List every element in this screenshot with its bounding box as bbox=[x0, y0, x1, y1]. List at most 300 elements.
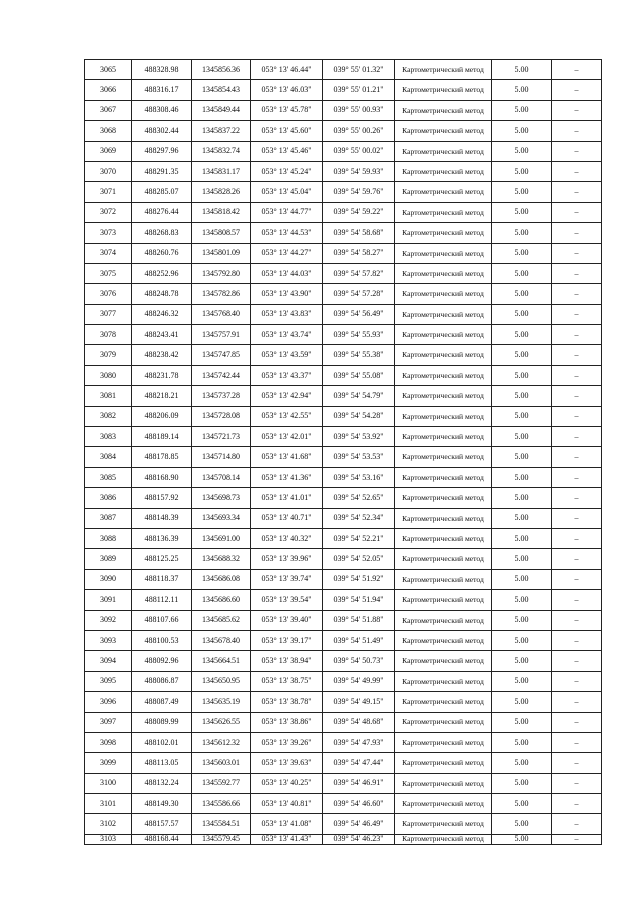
longitude-cell: 039° 54' 52.21" bbox=[323, 528, 395, 548]
method-cell: Картометрический метод bbox=[395, 284, 492, 304]
longitude-cell: 039° 54' 51.92" bbox=[323, 569, 395, 589]
note-cell: – bbox=[552, 528, 602, 548]
latitude-cell: 053° 13' 38.75" bbox=[251, 671, 323, 691]
longitude-cell: 039° 54' 46.49" bbox=[323, 814, 395, 834]
table-row bbox=[85, 386, 602, 406]
note-cell: – bbox=[552, 712, 602, 732]
coord-x-cell: 488189.14 bbox=[132, 427, 192, 447]
precision-cell: 5.00 bbox=[492, 161, 552, 181]
precision-cell: 5.00 bbox=[492, 549, 552, 569]
point-number-cell: 3068 bbox=[85, 121, 132, 141]
latitude-cell: 053° 13' 41.36" bbox=[251, 467, 323, 487]
coord-x-cell: 488218.21 bbox=[132, 386, 192, 406]
coord-y-cell: 1345768.40 bbox=[192, 304, 251, 324]
note-cell: – bbox=[552, 161, 602, 181]
point-number-cell: 3097 bbox=[85, 712, 132, 732]
coord-x-cell: 488268.83 bbox=[132, 223, 192, 243]
note-cell: – bbox=[552, 569, 602, 589]
longitude-cell: 039° 54' 54.28" bbox=[323, 406, 395, 426]
method-cell: Картометрический метод bbox=[395, 467, 492, 487]
note-cell: – bbox=[552, 100, 602, 120]
latitude-cell: 053° 13' 42.55" bbox=[251, 406, 323, 426]
longitude-cell: 039° 54' 55.93" bbox=[323, 325, 395, 345]
coord-y-cell: 1345728.08 bbox=[192, 406, 251, 426]
point-number-cell: 3067 bbox=[85, 100, 132, 120]
precision-cell: 5.00 bbox=[492, 263, 552, 283]
method-cell: Картометрический метод bbox=[395, 590, 492, 610]
coord-y-cell: 1345708.14 bbox=[192, 467, 251, 487]
coord-x-cell: 488252.96 bbox=[132, 263, 192, 283]
precision-cell: 5.00 bbox=[492, 508, 552, 528]
table-row bbox=[85, 651, 602, 671]
precision-cell: 5.00 bbox=[492, 386, 552, 406]
longitude-cell: 039° 54' 46.23" bbox=[323, 834, 395, 844]
table-row bbox=[85, 243, 602, 263]
precision-cell: 5.00 bbox=[492, 528, 552, 548]
table-row bbox=[85, 365, 602, 385]
note-cell: – bbox=[552, 549, 602, 569]
method-cell: Картометрический метод bbox=[395, 365, 492, 385]
table-row bbox=[85, 488, 602, 508]
latitude-cell: 053° 13' 42.94" bbox=[251, 386, 323, 406]
longitude-cell: 039° 55' 01.21" bbox=[323, 80, 395, 100]
latitude-cell: 053° 13' 41.01" bbox=[251, 488, 323, 508]
table-row bbox=[85, 182, 602, 202]
precision-cell: 5.00 bbox=[492, 753, 552, 773]
coord-y-cell: 1345579.45 bbox=[192, 834, 251, 844]
table-row bbox=[85, 263, 602, 283]
point-number-cell: 3074 bbox=[85, 243, 132, 263]
precision-cell: 5.00 bbox=[492, 100, 552, 120]
coord-y-cell: 1345818.42 bbox=[192, 202, 251, 222]
coord-x-cell: 488087.49 bbox=[132, 692, 192, 712]
coordinates-table bbox=[84, 59, 602, 845]
point-number-cell: 3065 bbox=[85, 60, 132, 80]
point-number-cell: 3100 bbox=[85, 773, 132, 793]
longitude-cell: 039° 55' 00.02" bbox=[323, 141, 395, 161]
latitude-cell: 053° 13' 45.78" bbox=[251, 100, 323, 120]
point-number-cell: 3102 bbox=[85, 814, 132, 834]
longitude-cell: 039° 54' 57.28" bbox=[323, 284, 395, 304]
coord-y-cell: 1345849.44 bbox=[192, 100, 251, 120]
point-number-cell: 3099 bbox=[85, 753, 132, 773]
point-number-cell: 3096 bbox=[85, 692, 132, 712]
point-number-cell: 3093 bbox=[85, 630, 132, 650]
method-cell: Картометрический метод bbox=[395, 753, 492, 773]
note-cell: – bbox=[552, 243, 602, 263]
coord-y-cell: 1345808.57 bbox=[192, 223, 251, 243]
coord-y-cell: 1345742.44 bbox=[192, 365, 251, 385]
coord-y-cell: 1345678.40 bbox=[192, 630, 251, 650]
note-cell: – bbox=[552, 447, 602, 467]
latitude-cell: 053° 13' 39.74" bbox=[251, 569, 323, 589]
precision-cell: 5.00 bbox=[492, 427, 552, 447]
precision-cell: 5.00 bbox=[492, 671, 552, 691]
latitude-cell: 053° 13' 39.17" bbox=[251, 630, 323, 650]
precision-cell: 5.00 bbox=[492, 182, 552, 202]
method-cell: Картометрический метод bbox=[395, 141, 492, 161]
method-cell: Картометрический метод bbox=[395, 732, 492, 752]
coordinates-table-page bbox=[84, 59, 601, 845]
latitude-cell: 053° 13' 43.59" bbox=[251, 345, 323, 365]
coord-x-cell: 488089.99 bbox=[132, 712, 192, 732]
longitude-cell: 039° 54' 53.16" bbox=[323, 467, 395, 487]
coord-x-cell: 488260.76 bbox=[132, 243, 192, 263]
longitude-cell: 039° 55' 01.32" bbox=[323, 60, 395, 80]
coord-x-cell: 488148.39 bbox=[132, 508, 192, 528]
precision-cell: 5.00 bbox=[492, 121, 552, 141]
longitude-cell: 039° 55' 00.93" bbox=[323, 100, 395, 120]
coord-x-cell: 488238.42 bbox=[132, 345, 192, 365]
note-cell: – bbox=[552, 794, 602, 814]
table-row bbox=[85, 467, 602, 487]
point-number-cell: 3085 bbox=[85, 467, 132, 487]
coord-x-cell: 488157.57 bbox=[132, 814, 192, 834]
coord-y-cell: 1345612.32 bbox=[192, 732, 251, 752]
note-cell: – bbox=[552, 692, 602, 712]
table-row bbox=[85, 141, 602, 161]
precision-cell: 5.00 bbox=[492, 590, 552, 610]
precision-cell: 5.00 bbox=[492, 223, 552, 243]
coord-x-cell: 488246.32 bbox=[132, 304, 192, 324]
table-row bbox=[85, 732, 602, 752]
longitude-cell: 039° 55' 00.26" bbox=[323, 121, 395, 141]
coord-y-cell: 1345854.43 bbox=[192, 80, 251, 100]
method-cell: Картометрический метод bbox=[395, 325, 492, 345]
coord-y-cell: 1345693.34 bbox=[192, 508, 251, 528]
latitude-cell: 053° 13' 38.78" bbox=[251, 692, 323, 712]
longitude-cell: 039° 54' 51.88" bbox=[323, 610, 395, 630]
table-row bbox=[85, 447, 602, 467]
longitude-cell: 039° 54' 58.68" bbox=[323, 223, 395, 243]
coord-y-cell: 1345586.66 bbox=[192, 794, 251, 814]
coord-x-cell: 488112.11 bbox=[132, 590, 192, 610]
point-number-cell: 3103 bbox=[85, 834, 132, 844]
coord-x-cell: 488248.78 bbox=[132, 284, 192, 304]
coord-x-cell: 488149.30 bbox=[132, 794, 192, 814]
longitude-cell: 039° 54' 51.94" bbox=[323, 590, 395, 610]
coord-y-cell: 1345698.73 bbox=[192, 488, 251, 508]
table-row bbox=[85, 202, 602, 222]
precision-cell: 5.00 bbox=[492, 80, 552, 100]
point-number-cell: 3082 bbox=[85, 406, 132, 426]
note-cell: – bbox=[552, 365, 602, 385]
longitude-cell: 039° 54' 50.73" bbox=[323, 651, 395, 671]
longitude-cell: 039° 54' 52.34" bbox=[323, 508, 395, 528]
point-number-cell: 3101 bbox=[85, 794, 132, 814]
longitude-cell: 039° 54' 48.68" bbox=[323, 712, 395, 732]
coord-y-cell: 1345685.62 bbox=[192, 610, 251, 630]
latitude-cell: 053° 13' 42.01" bbox=[251, 427, 323, 447]
point-number-cell: 3098 bbox=[85, 732, 132, 752]
latitude-cell: 053° 13' 41.43" bbox=[251, 834, 323, 844]
coord-y-cell: 1345832.74 bbox=[192, 141, 251, 161]
note-cell: – bbox=[552, 814, 602, 834]
longitude-cell: 039° 54' 55.38" bbox=[323, 345, 395, 365]
longitude-cell: 039° 54' 55.08" bbox=[323, 365, 395, 385]
table-row bbox=[85, 60, 602, 80]
precision-cell: 5.00 bbox=[492, 692, 552, 712]
coord-y-cell: 1345686.08 bbox=[192, 569, 251, 589]
coord-y-cell: 1345626.55 bbox=[192, 712, 251, 732]
note-cell: – bbox=[552, 325, 602, 345]
coord-x-cell: 488132.24 bbox=[132, 773, 192, 793]
latitude-cell: 053° 13' 46.44" bbox=[251, 60, 323, 80]
latitude-cell: 053° 13' 40.25" bbox=[251, 773, 323, 793]
note-cell: – bbox=[552, 467, 602, 487]
point-number-cell: 3088 bbox=[85, 528, 132, 548]
point-number-cell: 3092 bbox=[85, 610, 132, 630]
note-cell: – bbox=[552, 223, 602, 243]
note-cell: – bbox=[552, 406, 602, 426]
table-row bbox=[85, 590, 602, 610]
note-cell: – bbox=[552, 834, 602, 844]
latitude-cell: 053° 13' 40.71" bbox=[251, 508, 323, 528]
note-cell: – bbox=[552, 610, 602, 630]
coord-x-cell: 488297.96 bbox=[132, 141, 192, 161]
precision-cell: 5.00 bbox=[492, 630, 552, 650]
note-cell: – bbox=[552, 304, 602, 324]
method-cell: Картометрический метод bbox=[395, 60, 492, 80]
coord-y-cell: 1345837.22 bbox=[192, 121, 251, 141]
precision-cell: 5.00 bbox=[492, 467, 552, 487]
table-row bbox=[85, 569, 602, 589]
table-row bbox=[85, 345, 602, 365]
coord-x-cell: 488168.90 bbox=[132, 467, 192, 487]
note-cell: – bbox=[552, 732, 602, 752]
precision-cell: 5.00 bbox=[492, 243, 552, 263]
table-row bbox=[85, 671, 602, 691]
method-cell: Картометрический метод bbox=[395, 121, 492, 141]
latitude-cell: 053° 13' 44.77" bbox=[251, 202, 323, 222]
precision-cell: 5.00 bbox=[492, 365, 552, 385]
method-cell: Картометрический метод bbox=[395, 569, 492, 589]
precision-cell: 5.00 bbox=[492, 488, 552, 508]
point-number-cell: 3070 bbox=[85, 161, 132, 181]
coord-y-cell: 1345828.26 bbox=[192, 182, 251, 202]
method-cell: Картометрический метод bbox=[395, 263, 492, 283]
coord-x-cell: 488107.66 bbox=[132, 610, 192, 630]
point-number-cell: 3069 bbox=[85, 141, 132, 161]
latitude-cell: 053° 13' 45.46" bbox=[251, 141, 323, 161]
point-number-cell: 3066 bbox=[85, 80, 132, 100]
point-number-cell: 3073 bbox=[85, 223, 132, 243]
coord-y-cell: 1345686.60 bbox=[192, 590, 251, 610]
latitude-cell: 053° 13' 38.86" bbox=[251, 712, 323, 732]
coord-y-cell: 1345688.32 bbox=[192, 549, 251, 569]
table-row bbox=[85, 834, 602, 844]
method-cell: Картометрический метод bbox=[395, 549, 492, 569]
method-cell: Картометрический метод bbox=[395, 671, 492, 691]
method-cell: Картометрический метод bbox=[395, 447, 492, 467]
point-number-cell: 3095 bbox=[85, 671, 132, 691]
longitude-cell: 039° 54' 59.93" bbox=[323, 161, 395, 181]
point-number-cell: 3076 bbox=[85, 284, 132, 304]
table-row bbox=[85, 100, 602, 120]
coord-x-cell: 488168.44 bbox=[132, 834, 192, 844]
coord-y-cell: 1345584.51 bbox=[192, 814, 251, 834]
point-number-cell: 3080 bbox=[85, 365, 132, 385]
coord-y-cell: 1345721.73 bbox=[192, 427, 251, 447]
coord-x-cell: 488092.96 bbox=[132, 651, 192, 671]
method-cell: Картометрический метод bbox=[395, 345, 492, 365]
precision-cell: 5.00 bbox=[492, 304, 552, 324]
table-row bbox=[85, 406, 602, 426]
note-cell: – bbox=[552, 753, 602, 773]
method-cell: Картометрический метод bbox=[395, 651, 492, 671]
coord-x-cell: 488157.92 bbox=[132, 488, 192, 508]
method-cell: Картометрический метод bbox=[395, 182, 492, 202]
precision-cell: 5.00 bbox=[492, 732, 552, 752]
longitude-cell: 039° 54' 59.22" bbox=[323, 202, 395, 222]
latitude-cell: 053° 13' 39.40" bbox=[251, 610, 323, 630]
point-number-cell: 3079 bbox=[85, 345, 132, 365]
longitude-cell: 039° 54' 58.27" bbox=[323, 243, 395, 263]
table-row bbox=[85, 794, 602, 814]
coord-x-cell: 488285.07 bbox=[132, 182, 192, 202]
coord-x-cell: 488243.41 bbox=[132, 325, 192, 345]
latitude-cell: 053° 13' 39.54" bbox=[251, 590, 323, 610]
coord-y-cell: 1345691.00 bbox=[192, 528, 251, 548]
table-row bbox=[85, 549, 602, 569]
precision-cell: 5.00 bbox=[492, 773, 552, 793]
point-number-cell: 3077 bbox=[85, 304, 132, 324]
table-row bbox=[85, 80, 602, 100]
precision-cell: 5.00 bbox=[492, 60, 552, 80]
table-row bbox=[85, 284, 602, 304]
table-row bbox=[85, 121, 602, 141]
note-cell: – bbox=[552, 488, 602, 508]
note-cell: – bbox=[552, 182, 602, 202]
table-row bbox=[85, 508, 602, 528]
table-row bbox=[85, 610, 602, 630]
precision-cell: 5.00 bbox=[492, 406, 552, 426]
latitude-cell: 053° 13' 39.26" bbox=[251, 732, 323, 752]
coord-y-cell: 1345792.80 bbox=[192, 263, 251, 283]
longitude-cell: 039° 54' 49.99" bbox=[323, 671, 395, 691]
coord-y-cell: 1345737.28 bbox=[192, 386, 251, 406]
note-cell: – bbox=[552, 263, 602, 283]
latitude-cell: 053° 13' 46.03" bbox=[251, 80, 323, 100]
longitude-cell: 039° 54' 49.15" bbox=[323, 692, 395, 712]
longitude-cell: 039° 54' 52.65" bbox=[323, 488, 395, 508]
precision-cell: 5.00 bbox=[492, 325, 552, 345]
coord-x-cell: 488113.05 bbox=[132, 753, 192, 773]
longitude-cell: 039° 54' 54.79" bbox=[323, 386, 395, 406]
longitude-cell: 039° 54' 51.49" bbox=[323, 630, 395, 650]
method-cell: Картометрический метод bbox=[395, 161, 492, 181]
precision-cell: 5.00 bbox=[492, 814, 552, 834]
longitude-cell: 039° 54' 57.82" bbox=[323, 263, 395, 283]
latitude-cell: 053° 13' 44.53" bbox=[251, 223, 323, 243]
latitude-cell: 053° 13' 44.03" bbox=[251, 263, 323, 283]
method-cell: Картометрический метод bbox=[395, 610, 492, 630]
precision-cell: 5.00 bbox=[492, 610, 552, 630]
longitude-cell: 039° 54' 47.93" bbox=[323, 732, 395, 752]
coord-x-cell: 488118.37 bbox=[132, 569, 192, 589]
coord-x-cell: 488276.44 bbox=[132, 202, 192, 222]
note-cell: – bbox=[552, 508, 602, 528]
point-number-cell: 3083 bbox=[85, 427, 132, 447]
latitude-cell: 053° 13' 43.37" bbox=[251, 365, 323, 385]
method-cell: Картометрический метод bbox=[395, 386, 492, 406]
latitude-cell: 053° 13' 39.63" bbox=[251, 753, 323, 773]
note-cell: – bbox=[552, 773, 602, 793]
table-row bbox=[85, 773, 602, 793]
coord-y-cell: 1345714.80 bbox=[192, 447, 251, 467]
coord-x-cell: 488316.17 bbox=[132, 80, 192, 100]
table-row bbox=[85, 692, 602, 712]
point-number-cell: 3087 bbox=[85, 508, 132, 528]
longitude-cell: 039° 54' 53.53" bbox=[323, 447, 395, 467]
table-row bbox=[85, 712, 602, 732]
point-number-cell: 3072 bbox=[85, 202, 132, 222]
coord-x-cell: 488178.85 bbox=[132, 447, 192, 467]
coord-x-cell: 488125.25 bbox=[132, 549, 192, 569]
coord-y-cell: 1345747.85 bbox=[192, 345, 251, 365]
coord-y-cell: 1345650.95 bbox=[192, 671, 251, 691]
precision-cell: 5.00 bbox=[492, 345, 552, 365]
precision-cell: 5.00 bbox=[492, 202, 552, 222]
coord-x-cell: 488231.78 bbox=[132, 365, 192, 385]
coord-x-cell: 488136.39 bbox=[132, 528, 192, 548]
point-number-cell: 3075 bbox=[85, 263, 132, 283]
point-number-cell: 3084 bbox=[85, 447, 132, 467]
latitude-cell: 053° 13' 43.74" bbox=[251, 325, 323, 345]
note-cell: – bbox=[552, 141, 602, 161]
latitude-cell: 053° 13' 41.68" bbox=[251, 447, 323, 467]
coord-y-cell: 1345664.51 bbox=[192, 651, 251, 671]
table-row bbox=[85, 528, 602, 548]
method-cell: Картометрический метод bbox=[395, 794, 492, 814]
method-cell: Картометрический метод bbox=[395, 427, 492, 447]
table-row bbox=[85, 161, 602, 181]
note-cell: – bbox=[552, 630, 602, 650]
note-cell: – bbox=[552, 202, 602, 222]
method-cell: Картометрический метод bbox=[395, 630, 492, 650]
point-number-cell: 3086 bbox=[85, 488, 132, 508]
coord-x-cell: 488291.35 bbox=[132, 161, 192, 181]
table-row bbox=[85, 325, 602, 345]
method-cell: Картометрический метод bbox=[395, 528, 492, 548]
coord-x-cell: 488308.46 bbox=[132, 100, 192, 120]
table-row bbox=[85, 630, 602, 650]
note-cell: – bbox=[552, 427, 602, 447]
point-number-cell: 3089 bbox=[85, 549, 132, 569]
longitude-cell: 039° 54' 46.60" bbox=[323, 794, 395, 814]
latitude-cell: 053° 13' 44.27" bbox=[251, 243, 323, 263]
note-cell: – bbox=[552, 345, 602, 365]
note-cell: – bbox=[552, 284, 602, 304]
note-cell: – bbox=[552, 60, 602, 80]
coord-y-cell: 1345635.19 bbox=[192, 692, 251, 712]
latitude-cell: 053° 13' 40.32" bbox=[251, 528, 323, 548]
precision-cell: 5.00 bbox=[492, 712, 552, 732]
note-cell: – bbox=[552, 80, 602, 100]
latitude-cell: 053° 13' 39.96" bbox=[251, 549, 323, 569]
longitude-cell: 039° 54' 53.92" bbox=[323, 427, 395, 447]
latitude-cell: 053° 13' 45.04" bbox=[251, 182, 323, 202]
table-row bbox=[85, 223, 602, 243]
coord-y-cell: 1345831.17 bbox=[192, 161, 251, 181]
table-row bbox=[85, 753, 602, 773]
method-cell: Картометрический метод bbox=[395, 304, 492, 324]
point-number-cell: 3090 bbox=[85, 569, 132, 589]
precision-cell: 5.00 bbox=[492, 447, 552, 467]
note-cell: – bbox=[552, 671, 602, 691]
coord-y-cell: 1345603.01 bbox=[192, 753, 251, 773]
method-cell: Картометрический метод bbox=[395, 488, 492, 508]
